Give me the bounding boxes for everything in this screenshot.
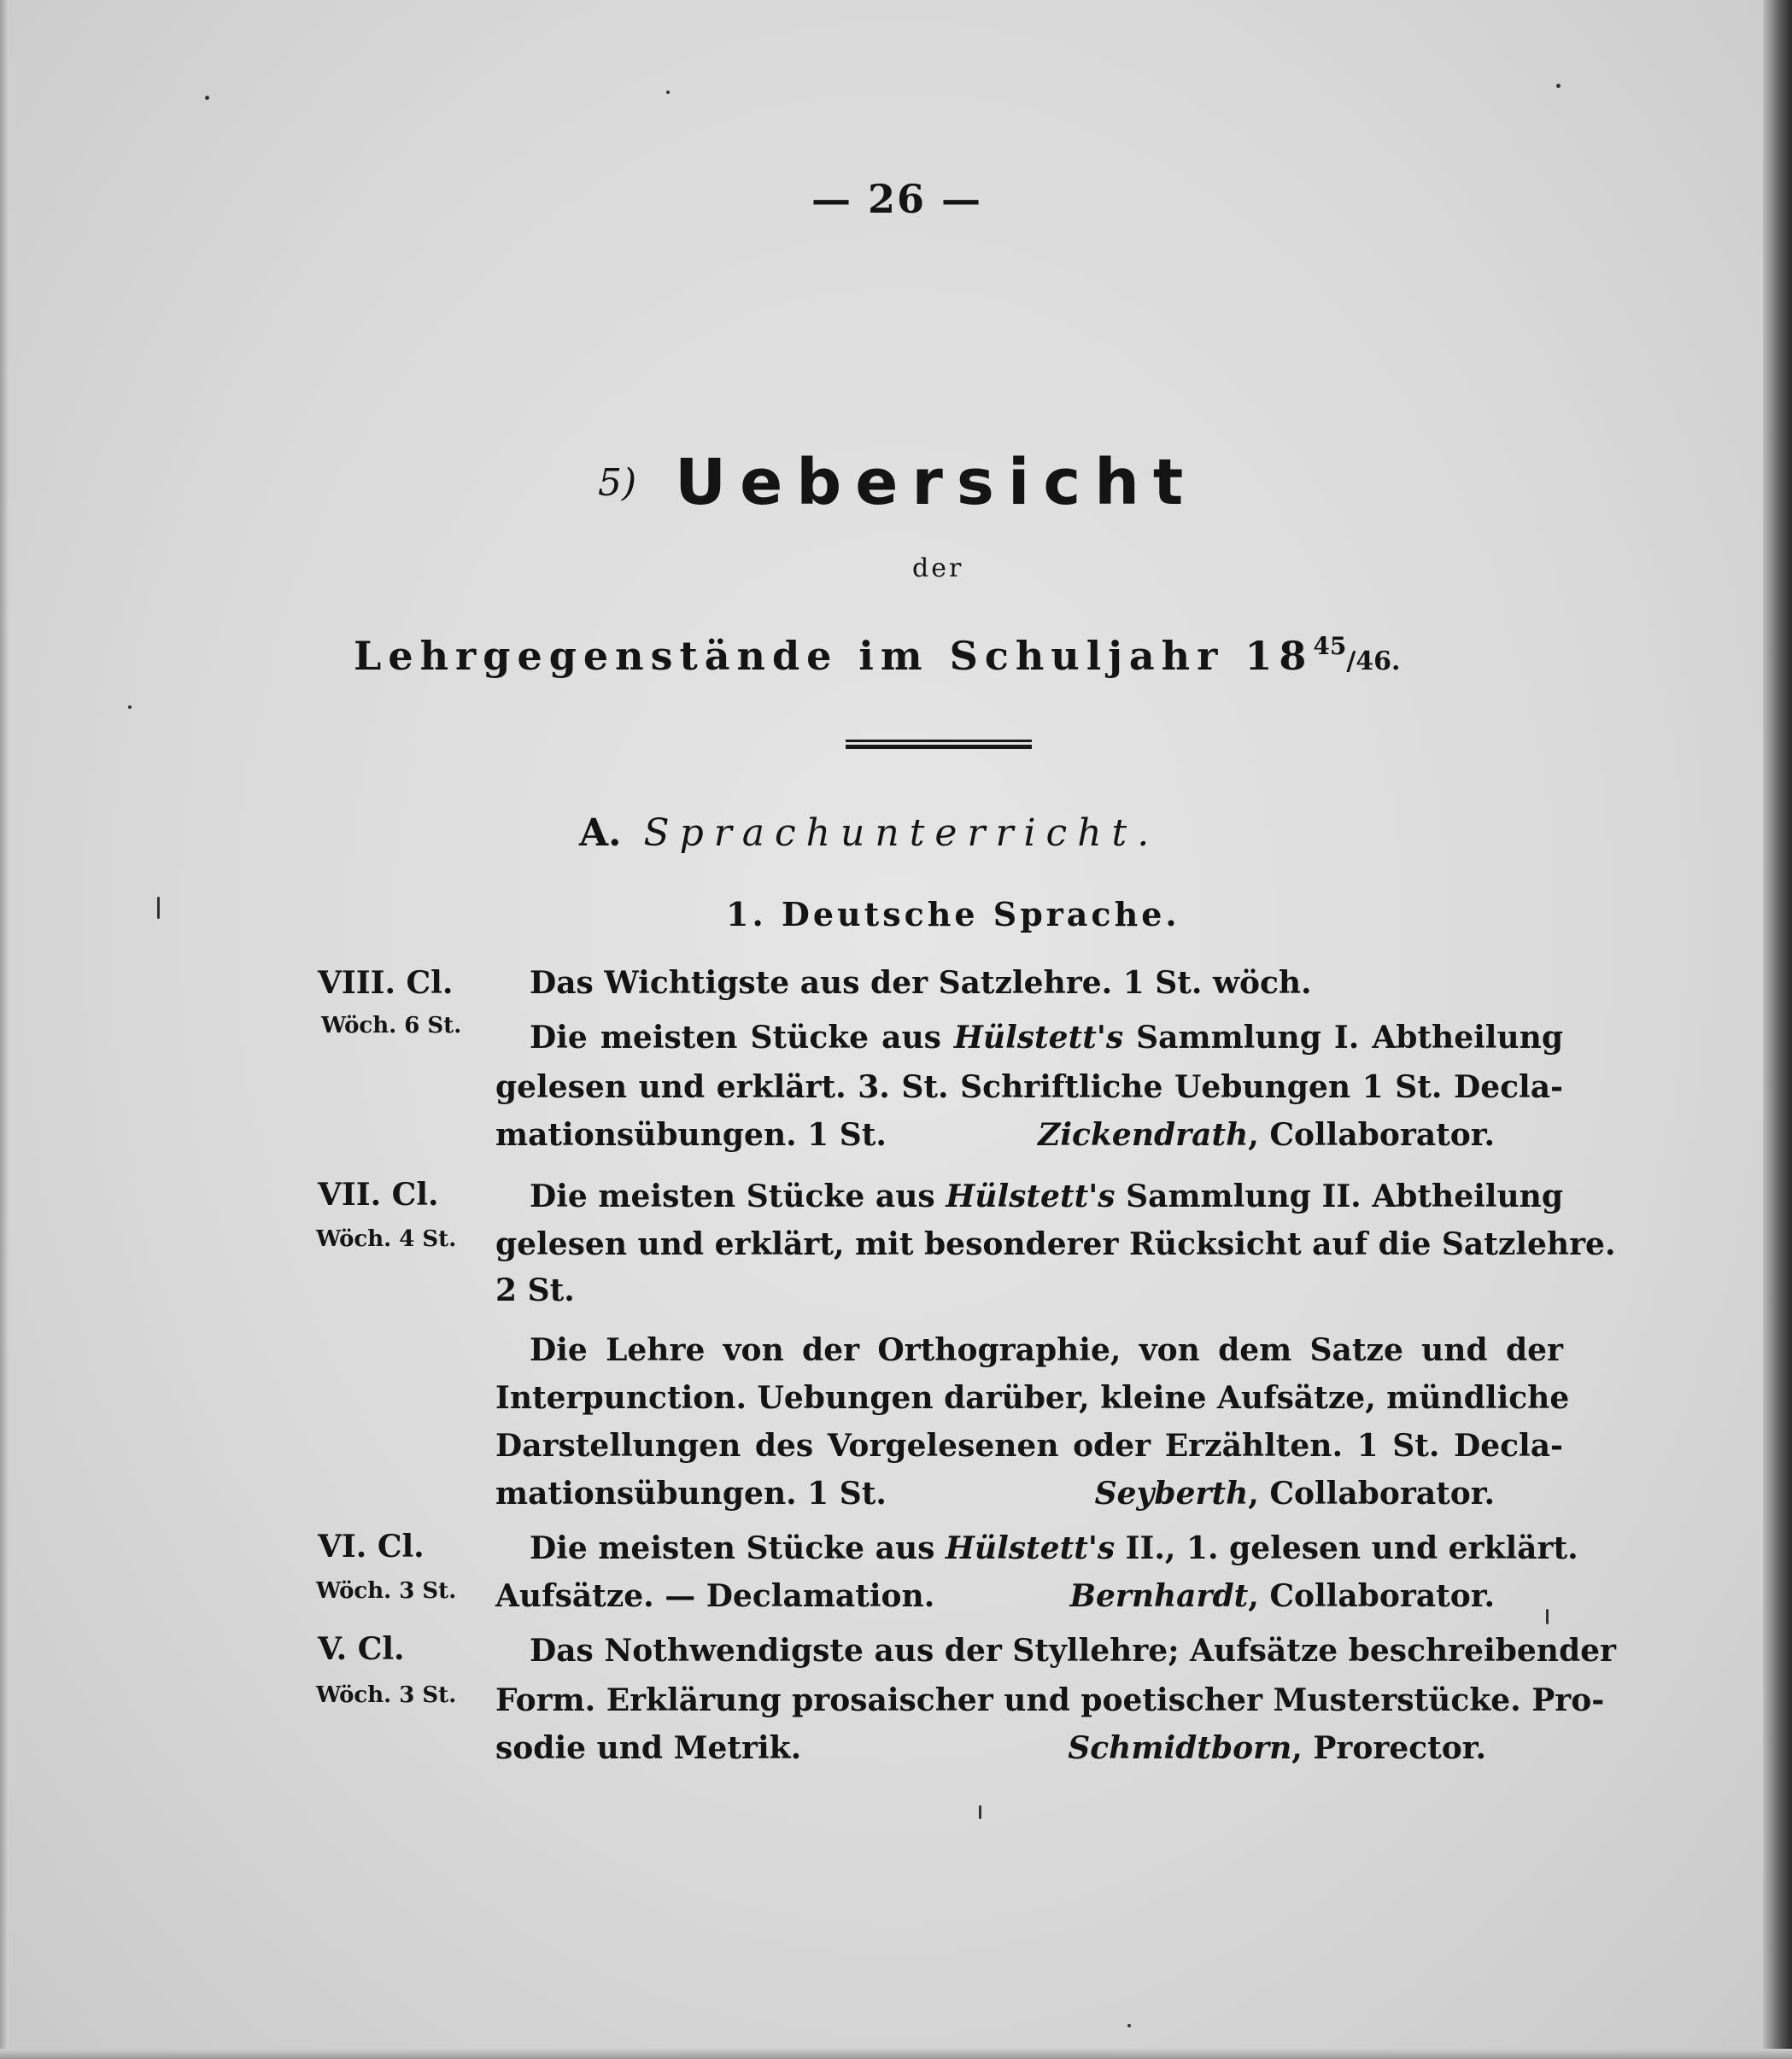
page-bottom-edge	[0, 2049, 1792, 2059]
entry-vii-line-4: Die Lehre von der Orthographie, von dem Satze und der	[530, 1332, 1563, 1368]
entry-vii-line-1a: Die meisten Stücke aus	[530, 1179, 946, 1214]
entry-vii-line-1b: Sammlung II. Abtheilung	[1115, 1179, 1563, 1214]
hours-label-v: Wöch. 3 St.	[316, 1682, 457, 1708]
scan-speck	[1556, 84, 1561, 88]
subsection-heading: 1. Deutsche Sprache.	[726, 895, 1180, 933]
entry-v-teacher	[1068, 1730, 1486, 1766]
entry-viii-line-2	[530, 1020, 1563, 1056]
teacher-role: , Collaborator.	[1248, 1117, 1495, 1153]
teacher-name: Schmidtborn	[1068, 1730, 1292, 1766]
year-subscript: /46.	[1346, 646, 1401, 676]
entry-v-line-1: Das Nothwendigste aus der Styllehre; Aufsätze beschreibender	[530, 1633, 1617, 1669]
subtitle-text: Lehrgegenstände im Schuljahr 18	[354, 633, 1314, 679]
page-title: Uebersicht	[675, 446, 1198, 519]
teacher-role: , Prorector.	[1291, 1730, 1486, 1766]
teacher-role: , Collaborator.	[1248, 1476, 1495, 1512]
page-subtitle	[354, 632, 1400, 679]
class-label-vi: VI. Cl.	[318, 1529, 425, 1565]
title-article: der	[912, 553, 964, 583]
entry-v-line-2: Form. Erklärung prosaischer und poetischer Musterstücke. Pro-	[495, 1682, 1605, 1718]
entry-vi-line-1a: Die meisten Stücke aus	[530, 1530, 946, 1566]
page-left-edge	[0, 0, 9, 2059]
scan-speck	[128, 705, 132, 709]
teacher-name: Bernhardt	[1069, 1578, 1249, 1614]
entry-vii-teacher	[1095, 1476, 1495, 1512]
entry-vii-line-5: Interpunction. Uebungen darüber, kleine Aufsätze, mündliche	[495, 1380, 1570, 1416]
entry-vi-line-1	[530, 1530, 1578, 1566]
entry-vi-line-2: Aufsätze. — Declamation.	[495, 1578, 935, 1614]
entry-viii-line-2b: Sammlung I. Abtheilung	[1123, 1020, 1563, 1056]
hours-label-vi: Wöch. 3 St.	[316, 1578, 457, 1604]
teacher-name: Seyberth	[1094, 1476, 1249, 1512]
class-label-vii: VII. Cl.	[318, 1177, 439, 1213]
title-rule-ornament	[846, 740, 1032, 750]
section-heading-a	[579, 811, 1159, 855]
teacher-role: , Collaborator.	[1248, 1578, 1495, 1614]
class-label-v: V. Cl.	[318, 1631, 405, 1667]
class-label-viii: VIII. Cl.	[318, 965, 454, 1001]
entry-viii-teacher	[1038, 1117, 1495, 1153]
entry-vii-author: Hülstett's	[946, 1179, 1116, 1214]
entry-vii-line-2: gelesen und erklärt, mit besonderer Rücksicht auf die Satzlehre.	[495, 1226, 1616, 1262]
scan-speck	[1127, 2024, 1131, 2027]
scan-speck	[666, 91, 670, 94]
entry-vii-line-6: Darstellungen des Vorgelesenen oder Erzählten. 1 St. Decla-	[495, 1428, 1563, 1464]
page-binding-shadow	[1763, 0, 1792, 2059]
entry-vi-author: Hülstett's	[945, 1530, 1116, 1566]
scan-speck	[157, 897, 160, 919]
entry-viii-line-2a: Die meisten Stücke aus	[530, 1020, 954, 1056]
entry-viii-author: Hülstett's	[953, 1020, 1124, 1056]
heading-a-name: Sprachunterricht.	[643, 811, 1160, 855]
section-number: 5)	[598, 461, 637, 505]
entry-vii-line-7: mationsübungen. 1 St.	[495, 1476, 887, 1512]
ornament-thin-line	[846, 740, 1032, 742]
entry-vii-line-3: 2 St.	[495, 1272, 575, 1308]
ornament-thick-line	[846, 745, 1032, 749]
hours-label-viii: Wöch. 6 St.	[321, 1013, 462, 1038]
entry-vi-line-1b: II., 1. gelesen und erklärt.	[1115, 1530, 1578, 1566]
page-number: — 26 —	[811, 176, 983, 222]
scan-speck	[205, 96, 209, 100]
entry-viii-line-1: Das Wichtigste aus der Satzlehre. 1 St. wöch.	[530, 965, 1312, 1001]
year-superscript: 45	[1313, 632, 1347, 660]
entry-vi-teacher	[1070, 1578, 1495, 1614]
hours-label-vii: Wöch. 4 St.	[316, 1226, 457, 1252]
scan-speck	[979, 1805, 981, 1819]
entry-viii-line-4: mationsübungen. 1 St.	[495, 1117, 887, 1153]
teacher-name: Zickendrath	[1038, 1117, 1249, 1153]
entry-v-line-3: sodie und Metrik.	[495, 1730, 802, 1766]
heading-a-letter: A.	[579, 811, 622, 855]
scan-speck	[1546, 1609, 1549, 1624]
entry-viii-line-3: gelesen und erklärt. 3. St. Schriftliche Uebungen 1 St. Decla-	[495, 1069, 1563, 1105]
entry-vii-line-1	[530, 1179, 1563, 1214]
